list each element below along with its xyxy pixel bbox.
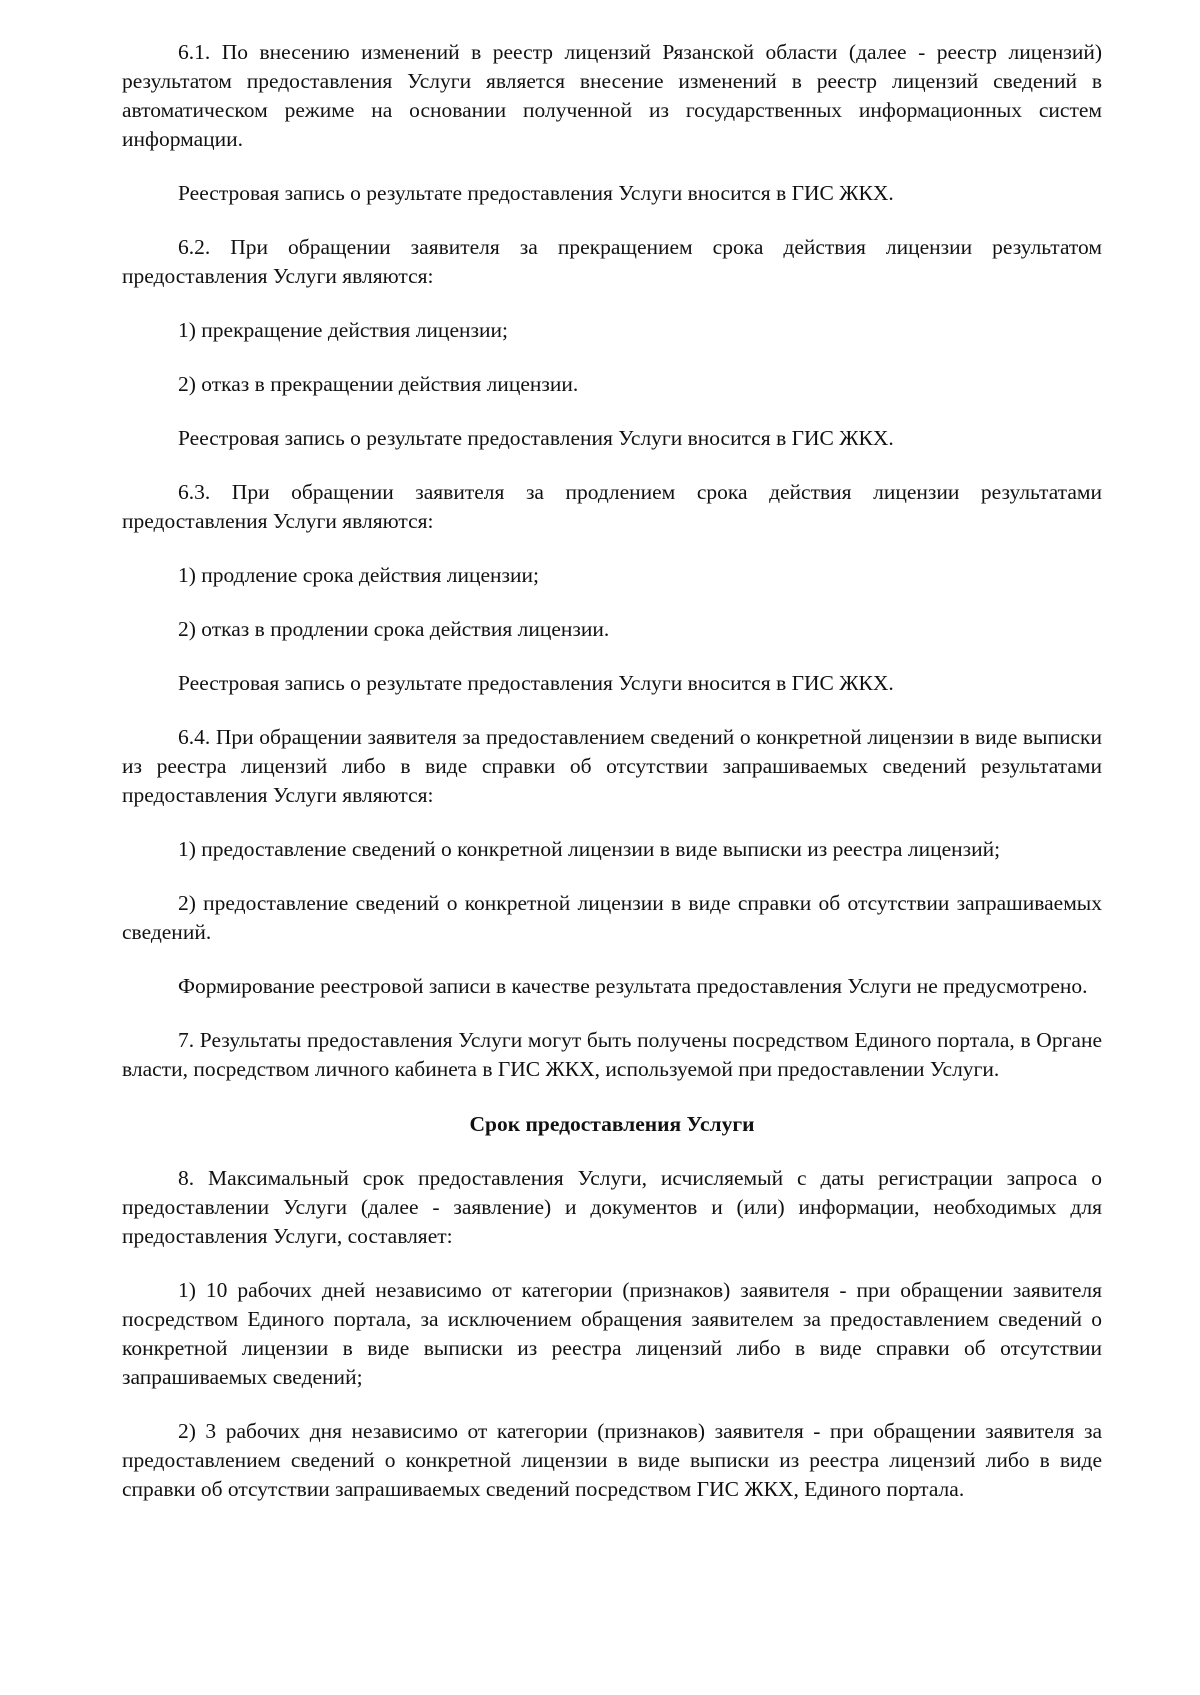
section-heading: Срок предоставления Услуги: [469, 1112, 755, 1136]
paragraph-registry-note: Реестровая запись о результате предоставления Услуги вносится в ГИС ЖКХ.: [178, 181, 894, 205]
paragraph-registry-note: Реестровая запись о результате предоставления Услуги вносится в ГИС ЖКХ.: [178, 426, 894, 450]
document-page: [122, 38, 1102, 1504]
paragraph-registry-note: Формирование реестровой записи в качестве результата предоставления Услуги не предусмотрено.: [178, 974, 1088, 998]
list-item: 1) предоставление сведений о конкретной лицензии в виде выписки из реестра лицензий;: [178, 837, 1001, 861]
list-item: 2) отказ в продлении срока действия лицензии.: [178, 617, 610, 641]
paragraph-6-3: 6.3. При обращении заявителя за продлением срока действия лицензии результатами предоставления Услуги являются:: [122, 480, 1102, 533]
paragraph-6-1: 6.1. По внесению изменений в реестр лицензий Рязанской области (далее - реестр лицензий) результатом предоставления Услуги является внесение изменений в реестр лицензий сведений в автоматическом режиме на основании полученной из государственных информационных систем информации.: [122, 40, 1102, 151]
list-item: 2) отказ в прекращении действия лицензии.: [178, 372, 579, 396]
list-item: 2) предоставление сведений о конкретной лицензии в виде справки об отсутствии запрашиваемых сведений.: [122, 891, 1102, 944]
paragraph-6-2: 6.2. При обращении заявителя за прекращением срока действия лицензии результатом предоставления Услуги являются:: [122, 235, 1102, 288]
paragraph-8: 8. Максимальный срок предоставления Услуги, исчисляемый с даты регистрации запроса о предоставлении Услуги (далее - заявление) и документов и (или) информации, необходимых для предоставления Услуги, составляет:: [122, 1166, 1102, 1248]
list-item: 1) прекращение действия лицензии;: [178, 318, 508, 342]
list-item: 1) продление срока действия лицензии;: [178, 563, 540, 587]
paragraph-7: 7. Результаты предоставления Услуги могут быть получены посредством Единого портала, в Органе власти, посредством личного кабинета в ГИС ЖКХ, используемой при предоставлении Услуги.: [122, 1028, 1102, 1081]
list-item: 2) 3 рабочих дня независимо от категории (признаков) заявителя - при обращении заявителя за предоставлением сведений о конкретной лицензии в виде выписки из реестра лицензий либо в виде справки об отсутствии запрашиваемых сведений посредством ГИС ЖКХ, Единого портала.: [122, 1419, 1102, 1501]
paragraph-6-4: 6.4. При обращении заявителя за предоставлением сведений о конкретной лицензии в виде выписки из реестра лицензий либо в виде справки об отсутствии запрашиваемых сведений результатами предоставления Услуги являются:: [122, 725, 1102, 807]
paragraph-registry-note: Реестровая запись о результате предоставления Услуги вносится в ГИС ЖКХ.: [178, 671, 894, 695]
list-item: 1) 10 рабочих дней независимо от категории (признаков) заявителя - при обращении заявителя посредством Единого портала, за исключением обращения заявителем за предоставлением сведений о конкретной лицензии в виде выписки из реестра лицензий либо в виде справки об отсутствии запрашиваемых сведений;: [122, 1278, 1102, 1389]
